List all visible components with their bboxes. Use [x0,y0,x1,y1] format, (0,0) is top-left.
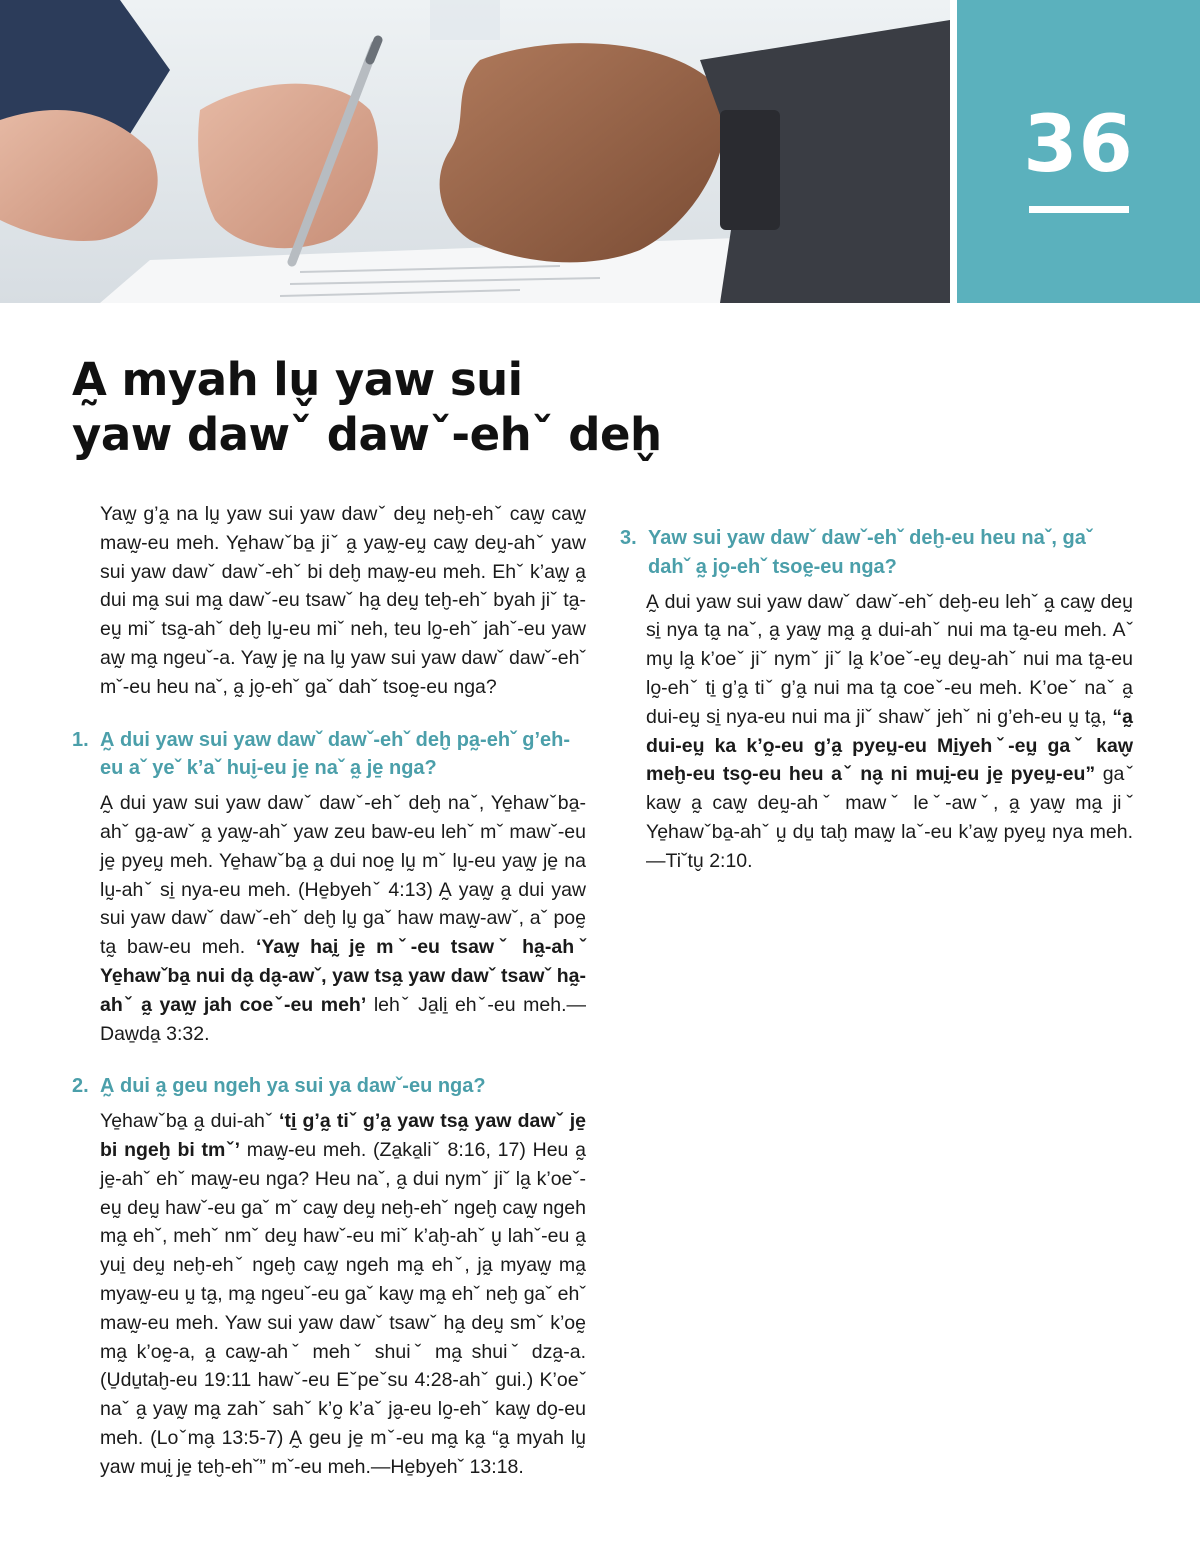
lesson-number: 36 [1023,100,1134,190]
right-column [620,500,1133,876]
lesson-number-box [957,0,1200,303]
question-3-text: Yaw sui yaw dawˇ dawˇ-ehˇ deḫ-eu heu naˇ, gaˇ dahˇ a̰ jo̬-ehˇ tsoḛ-eu nga? [648,527,1093,578]
intro-paragraph: Yaw̰ g’a̰ na lṵ yaw sui yaw dawˇ deṵ neḫ-ehˇ caw̰ caw̰ maw̰-eu meh. Ye̱hawˇba̱ jiˇ a̰ yaw̰-eṵ caw̰ deṵ-ahˇ yaw sui yaw dawˇ dawˇ-ehˇ bi deḫ maw̰-eu meh. Ehˇ k’aw̰ a̰ dui ma̰ sui ma̰ dawˇ-eu tsawˇ ha̰ deṵ teḫ-ehˇ byah jiˇ ta̰-eṵ miˇ tsa̰-ahˇ deḫ lṵ-eu miˇ neh, teu lo̰-ehˇ jahˇ-eu yaw aw̰ ma̰ ngeuˇ-a. Yaw̰ je̱ na lṵ yaw sui yaw dawˇ dawˇ-ehˇ mˇ-eu heu naˇ, a̰ jo̬-ehˇ gaˇ dahˇ tsoḛ-eu nga? [100,503,586,698]
left-column [72,500,586,1482]
page-title [72,352,972,462]
answer-2-bold: ‘ti̱ g’a̰ tiˇ g’a̰ yaw tsa̰ yaw dawˇ je̱ bi ngeḫ bi tmˇ’ [100,1110,586,1161]
title-line-1: A̰ myah lu̬ yaw sui [72,353,523,406]
answer-2-paragraph [72,1107,586,1481]
answer-2-text-b: maw̰-eu meh. (Za̱ka̱liˇ 8:16, 17) Heu a̰ je̱-ahˇ ehˇ maw̰-eu nga? Heu naˇ, a̰ dui nymˇ jiˇ la̰ k’oeˇ-eṵ deṵ hawˇ-eu gaˇ mˇ caw̰ deṵ neḫ-ehˇ ngeḫ caw̰ ngeh ma̰ ehˇ, mehˇ nmˇ deṵ hawˇ-eu miˇ k’aḫ-ahˇ u̬ lahˇ-eu a̰ yui̱ deṵ neḫ-ehˇ ngeḫ caw̰ ngeh ma̰ ehˇ, ja̰ myaw̰ ma̰ myaw̰-eu ṵ ta̰, ma̰ ngeuˇ-eu gaˇ kaw̬ ma̰ ehˇ neḫ gaˇ ehˇ maw̰-eu meh. Yaw sui yaw dawˇ tsawˇ ha̰ deṵ smˇ k’oḛ ma̰ k’oḛ-a, a̰ caw̰-ahˇ mehˇ shuiˇ ma̰ shuiˇ dza̰-a. (U̱du̱taḫ-eu 19:11 hawˇ-eu Eˇpeˇsu 4:28-ahˇ gui.) K’oeˇ naˇ a̰ yaw̰ ma̰ zahˇ sahˇ k’o̰ k’aˇ ja̬-eu lo̰-ehˇ kaw̰ do̬-eu meh. (Loˇma̬ 13:5-7) A̰ geu je̱ mˇ-eu ma̰ ka̰ “a̰ myah lṵ yaw muḭ je̱ teḫ-ehˇ” mˇ-eu meh.—He̱byehˇ 13:18. [100,1138,587,1478]
answer-1-text-a: A̰ dui yaw sui yaw dawˇ dawˇ-ehˇ deḫ naˇ, Ye̱hawˇba̱-ahˇ ga̰-awˇ a̰ yaw̰-ahˇ yaw zeu baw-eu lehˇ mˇ mawˇ-eu je̱ pyeṵ meh. Ye̱hawˇba̱ a̰ dui noḛ lṵ mˇ lṵ-eu yaw̰ je̱ na lṵ-ahˇ si̱ nya-eu meh. (He̱byehˇ 4:13) A̰ yaw̰ a̰ dui yaw sui yaw dawˇ dawˇ-ehˇ deḫ lṵ gaˇ haw maw̰-awˇ, aˇ poḛ ta̰ baw-eu meh. [100,792,586,959]
question-3-number: 3. [620,527,637,549]
answer-3-text-b: gaˇ kaw̬ a̰ caw̰ deṵ-ahˇ mawˇ leˇ-awˇ, a̰ yaw̰ ma̰ jiˇ Ye̱hawˇba̱-ahˇ ṵ du̱ taḫ maw̰ laˇ-eu k’aw̰ pyeṵ nya meh.—Tiˇtu̬ 2:10. [646,763,1133,872]
question-1-number: 1. [72,728,89,751]
answer-1-bold: ‘Yaw̰ haḭ je̱ mˇ-eu tsawˇ ha̰-ahˇ Ye̱hawˇba̱ nui da̬ da̬-awˇ, yaw tsa̰ yaw dawˇ tsawˇ ha̰-ahˇ a̰ yaw̰ jah coeˇ-eu meh’ [100,936,586,1016]
question-2-text: A̰ dui a̰ geu ngeh ya sui ya dawˇ-eu nga? [100,1075,486,1098]
question-1-text: A̰ dui yaw sui yaw dawˇ dawˇ-ehˇ deḫ pa̰-ehˇ g’eh-eu aˇ yeˇ k’aˇ hui̬-eu je̱ naˇ a̰ je̱ nga? [100,728,571,780]
question-2 [72,1072,586,1101]
title-line-2: yaw dawˇ dawˇ-ehˇ deh̬ [72,408,662,461]
hero-photo [0,0,950,303]
answer-1-text-b: lehˇ Ja̱li̱ ehˇ-eu meh.—Daw̱da̱ 3:32. [100,993,586,1045]
answer-3-paragraph [620,588,1133,876]
question-3 [620,524,1133,582]
answer-3-bold: “a̰ dui-eṵ ka k’o̰-eu g’a̰ pyeṵ-eu Mi̱yehˇ-eṵ gaˇ kaw̬ meḫ-eu tso̬-eu heu aˇ na̬ ni muḭ-eu je̱ pyeṵ-eu” [646,705,1133,786]
handshake-photo-illustration [0,0,950,303]
question-2-number: 2. [72,1075,89,1098]
question-1 [72,726,586,784]
lesson-number-underline [1029,206,1129,213]
answer-3-text-a: A̰ dui yaw sui yaw dawˇ dawˇ-ehˇ deḫ-eu lehˇ a̰ caw̰ deṵ si̱ nya ta̰ naˇ, a̰ yaw̰ ma̰ a̰ dui-ahˇ nui ma ta̰-eu meh. Aˇ mu̬ la̰ k’oeˇ jiˇ nymˇ jiˇ la̰ k’oeˇ-eṵ deṵ-ahˇ nui ma ta̰-eu lo̰-ehˇ ti̱ g’a̰ tiˇ g’a̰ nui ma ta̰ coeˇ-eu meh. K’oeˇ naˇ a̰ dui-eṵ si̱ nya-eu nui ma jiˇ shawˇ jehˇ ni g’eh-eu ṵ ta̰, [646,590,1133,728]
answer-2-text-a: Ye̱hawˇba̱ a̰ dui-ahˇ [100,1110,280,1133]
answer-1-paragraph [72,789,586,1048]
